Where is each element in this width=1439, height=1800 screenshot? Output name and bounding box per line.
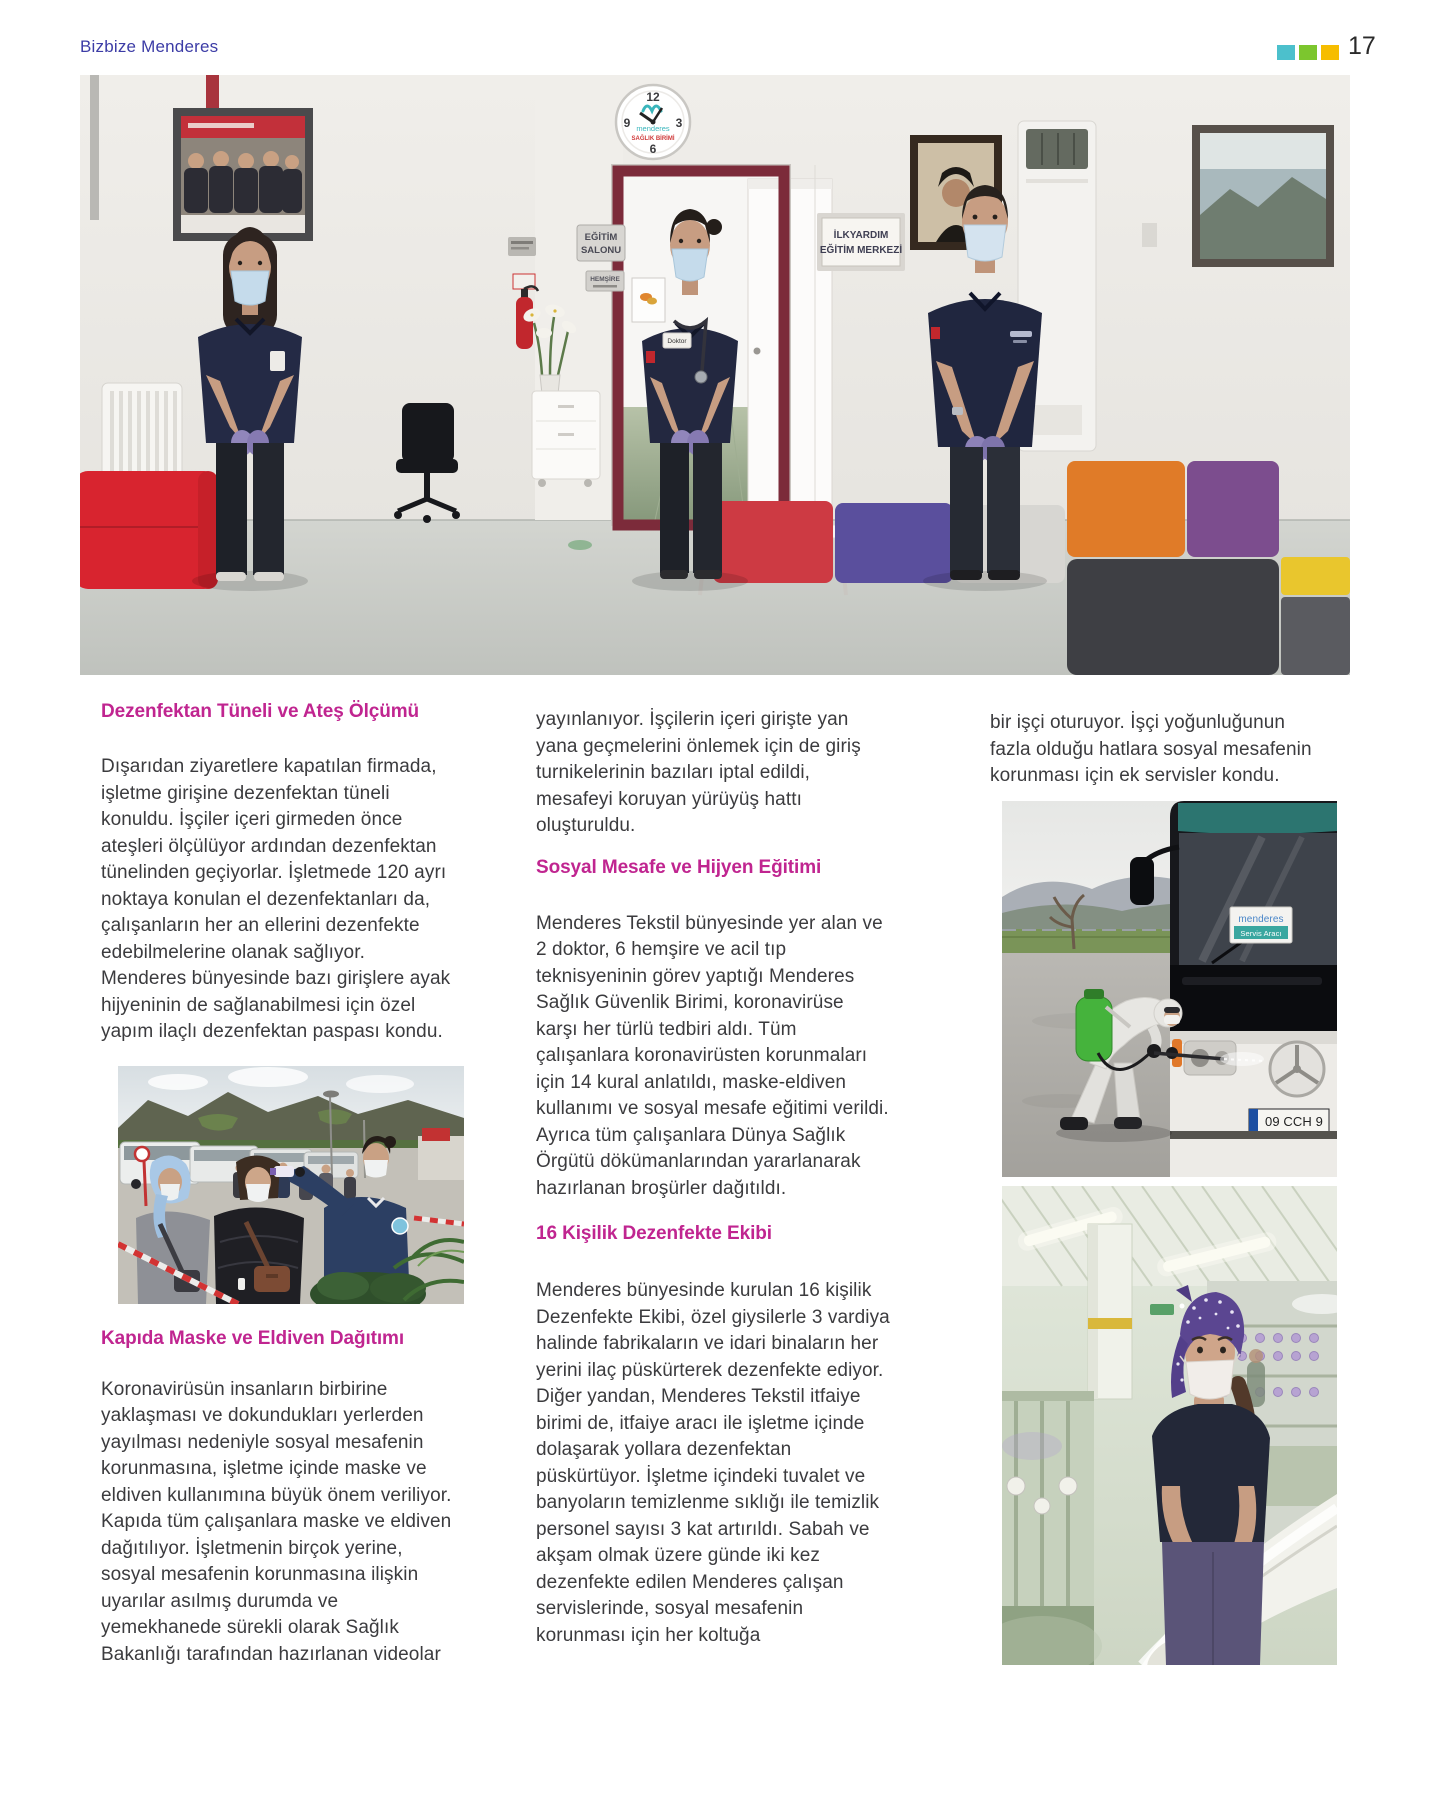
heading-dezenfekte-ekibi: 16 Kişilik Dezenfekte Ekibi	[536, 1223, 772, 1244]
marker-green-square	[1299, 45, 1317, 60]
paragraph-col2-1: yayınlanıyor. İşçilerin içeri girişte yan yana geçmelerini önlemek için de giriş turnikelerinin bazıları iptal edildi, mesafeyi koruyan yürüyüş hattı oluşturuldu.	[536, 709, 861, 836]
clock-3: 3	[675, 116, 683, 130]
bus-disinfection-scene	[1002, 801, 1337, 1177]
heading-sosyal-mesafe: Sosyal Mesafe ve Hijyen Eğitimi	[536, 856, 822, 878]
marker-yellow-square	[1321, 45, 1339, 60]
light-switch	[1142, 223, 1157, 247]
hemsire-sign	[586, 271, 624, 291]
photo-temperature-check	[118, 1066, 464, 1304]
small-wall-plaque	[508, 237, 536, 256]
temperature-check-scene	[118, 1066, 464, 1304]
clock-6: 6	[649, 142, 657, 156]
framed-group-photo	[173, 108, 313, 241]
paragraph-col3-1: bir işçi oturuyor. İşçi yoğunluğunun fazla olduğu hatlara sosyal mesafenin korunması için ek servisler kondu.	[990, 712, 1312, 786]
magazine-title: Bizbize Menderes	[80, 37, 219, 56]
hero-photo-clinic	[80, 75, 1350, 675]
marker-teal-square	[1277, 45, 1295, 60]
article-column-3	[990, 710, 1322, 1665]
clock-12: 12	[646, 90, 660, 104]
svg-text:İLKYARDIM: İLKYARDIM	[833, 230, 889, 241]
license-plate: 09 CCH 9	[1265, 1113, 1323, 1129]
egitim-salonu-sign	[577, 225, 625, 261]
heading-kapida-maske: Kapıda Maske ve Eldiven Dağıtımı	[101, 1327, 405, 1349]
paragraph-col2-2: Menderes Tekstil bünyesinde yer alan ve 2 doktor, 6 hemşire ve acil tıp teknisyeninin görev yaptığı Menderes Sağlık Güvenlik Birimi, koronavirüse karşı her türlü tedbiri aldı. Tüm çalışanlara koronavirüsten korunmaları için 14 kural anlatıldı, maske-eldiven kullanımı ve sosyal mesafe eğitimi verildi. Ayrıca tüm çalışanlara Dünya Sağlık Örgütü dökümanlarından yararlanarak hazırlanan broşürler dağıtıldı.	[536, 912, 889, 1199]
paragraph-col2-3: Menderes bünyesinde kurulan 16 kişilik Dezenfekte Ekibi, özel giysilerle 3 vardiya halinde fabrikaların ve idari binaların her yerini ilaç püskürterek dezenfekte ediyor. Diğer yandan, Menderes Tekstil itfaiye birimi de, itfaiye aracı ile işletme içinde dolaşarak yollara dezenfektan püskürtüyor. İşletme içindeki tuvalet ve banyoların temizlenme sıklığı ile temizlik personel sayısı 3 kat artırıldı. Sabah ve akşam olmak üzere günde iki kez dezenfekte edilen Menderes çalışan servislerinde, sosyal mesafenin korunması için her koltuğa	[536, 1280, 890, 1646]
clinic-scene	[80, 75, 1350, 675]
svg-text:SALONU: SALONU	[580, 245, 622, 256]
clock-unit-text: SAĞLIK BİRİMİ	[631, 136, 675, 142]
textile-factory-scene	[1002, 1186, 1337, 1665]
svg-text:EĞİTİM MERKEZİ: EĞİTİM MERKEZİ	[819, 245, 903, 256]
article-column-2	[536, 707, 890, 1649]
doctor-badge: Doktor	[667, 338, 687, 345]
wall-clock	[616, 85, 690, 159]
paragraph-col1-1: Dışarıdan ziyaretlere kapatılan firmada, işletme girişine dezenfektan tüneli konuldu. İşçiler içeri girmeden önce ateşleri ölçülüyor ardından dezenfektan tünelinden geçiyorlar. İşletmede 120 ayrı noktaya konulan el dezenfektanları da, çalışanların her an ellerini dezenfekte edebilmelerine olanak sağlıyor. Menderes bünyesinde bazı girişlere ayak hijyeninin de sağlanabilmesi için özel yapım ilaçlı dezenfektan paspası kondu.	[101, 756, 451, 1042]
clock-brand-text: menderes	[636, 124, 670, 133]
photo-bus-disinfection	[1002, 801, 1337, 1177]
page-number: 17	[1348, 32, 1376, 60]
photo-textile-worker	[1002, 1186, 1337, 1665]
bus-sign-brand: menderes	[1238, 913, 1284, 925]
paragraph-col1-2: Koronavirüsün insanların birbirine yaklaşması ve dokundukları yerlerden yayılması nedeniyle sosyal mesafenin korunmasına, işletme içinde maske ve eldiven kullanımına büyük önem veriliyor. Kapıda tüm çalışanlara maske ve eldiven dağıtılıyor. İşletmenin birçok yerine, sosyal mesafenin korunmasına ilişkin uyarılar asılmış durumda ve yemekhanede sürekli olarak Sağlık Bakanlığı tarafından hazırlanan videolar	[101, 1378, 452, 1665]
landscape-frame	[1192, 125, 1334, 267]
page-marker-squares	[1277, 45, 1339, 60]
bus-sign-sub: Servis Aracı	[1240, 928, 1282, 938]
clock-9: 9	[623, 116, 631, 130]
svg-text:EĞİTİM: EĞİTİM	[584, 232, 618, 243]
ilkyardim-sign	[817, 213, 905, 271]
article-column-1	[101, 700, 453, 1668]
heading-dezenfektan-tuneli: Dezenfektan Tüneli ve Ateş Ölçümü	[101, 701, 420, 722]
svg-text:HEMŞİRE: HEMŞİRE	[590, 276, 620, 283]
